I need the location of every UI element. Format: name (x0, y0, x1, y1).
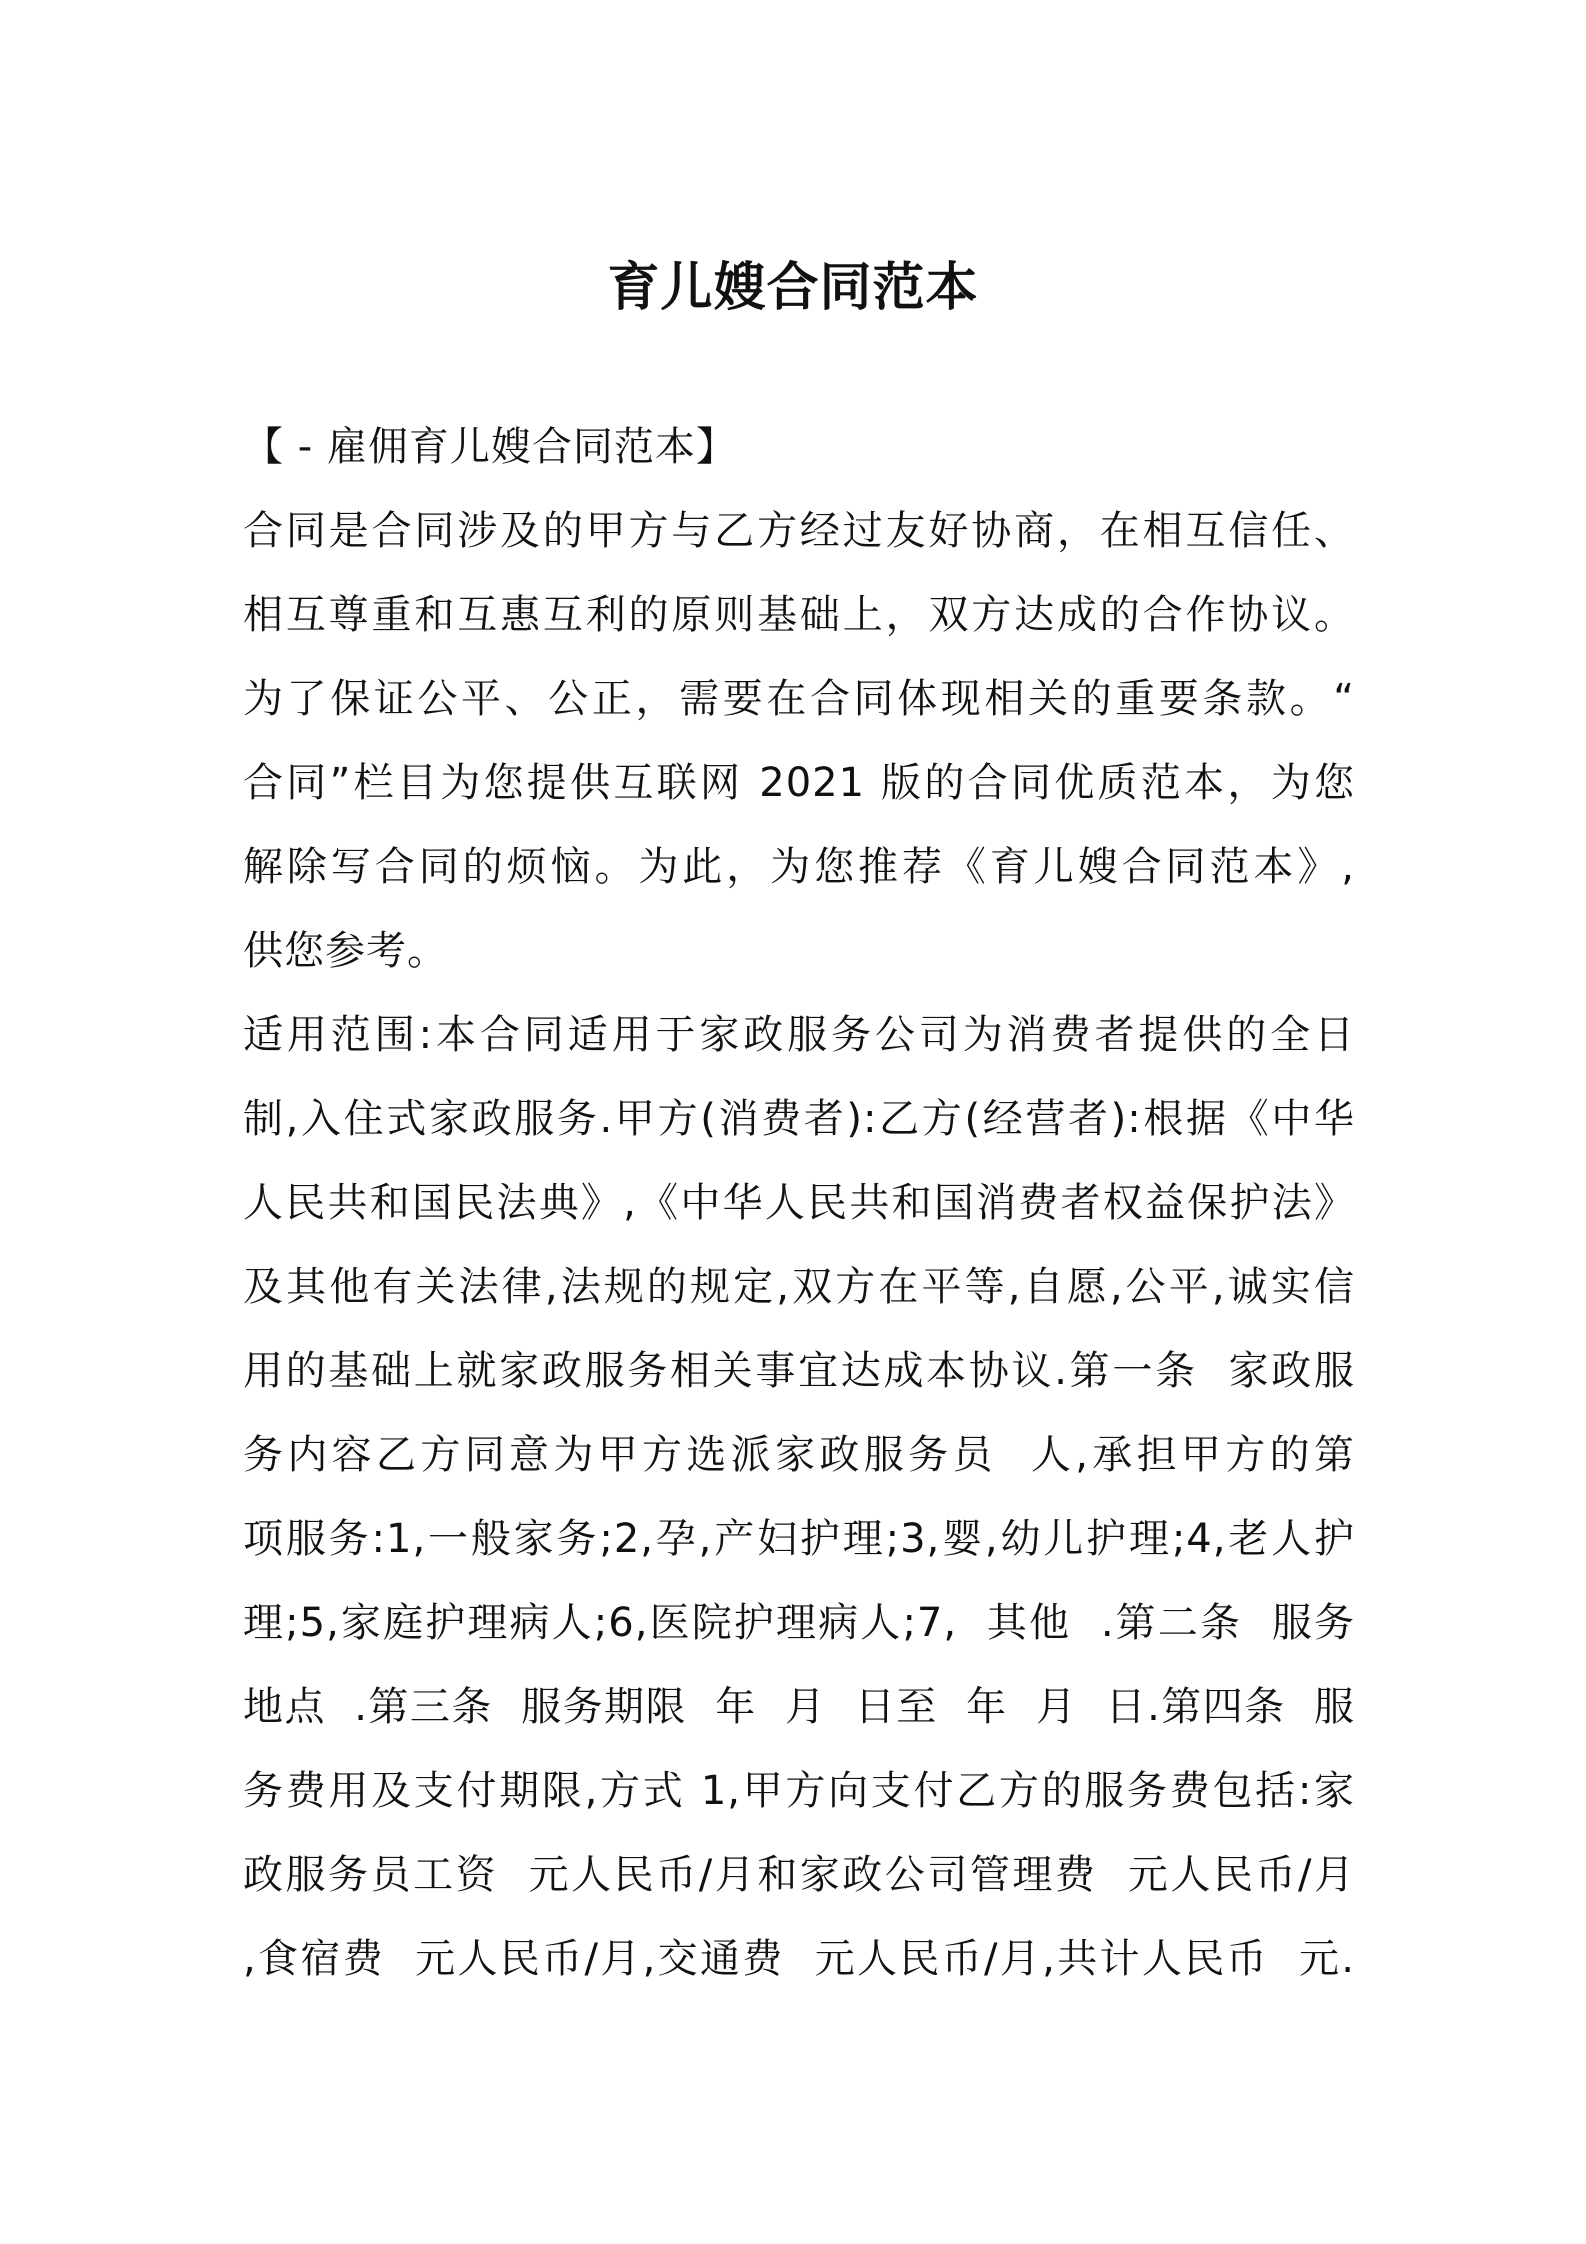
paragraph-line: 解除写合同的烦恼。为此，为您推荐《育儿嫂合同范本》, (243, 844, 1355, 890)
paragraph-line: 务费用及支付期限,方式 1,甲方向支付乙方的服务费包括:家 (243, 1768, 1355, 1814)
paragraph-line: 及其他有关法律,法规的规定,双方在平等,自愿,公平,诚实信 (243, 1264, 1355, 1310)
paragraph-line: 供您参考。 (243, 928, 448, 974)
paragraph-line: 制,入住式家政服务.甲方(消费者):乙方(经营者):根据《中华 (243, 1096, 1355, 1142)
document-title: 育儿嫂合同范本 (607, 258, 979, 318)
document-body (243, 405, 1355, 2001)
paragraph-line: 人民共和国民法典》,《中华人民共和国消费者权益保护法》 (243, 1180, 1355, 1226)
paragraph-line: 理;5,家庭护理病人;6,医院护理病人;7, 其他 .第二条 服务 (243, 1600, 1355, 1646)
paragraph-line: 为了保证公平、公正，需要在合同体现相关的重要条款。“ (243, 676, 1355, 722)
paragraph-line: 项服务:1,一般家务;2,孕,产妇护理;3,婴,幼儿护理;4,老人护 (243, 1516, 1355, 1562)
paragraph-line: 相互尊重和互惠互利的原则基础上，双方达成的合作协议。 (243, 592, 1355, 638)
paragraph-line: 用的基础上就家政服务相关事宜达成本协议.第一条 家政服 (243, 1348, 1355, 1394)
paragraph-line: ,食宿费 元人民币/月,交通费 元人民币/月,共计人民币 元. (243, 1936, 1355, 1982)
paragraph-line: 合同”栏目为您提供互联网 2021 版的合同优质范本，为您 (243, 760, 1355, 806)
paragraph-line: 地点 .第三条 服务期限 年 月 日至 年 月 日.第四条 服 (243, 1684, 1355, 1730)
paragraph-line: 务内容乙方同意为甲方选派家政服务员 人,承担甲方的第 (243, 1432, 1355, 1478)
paragraph-line: 合同是合同涉及的甲方与乙方经过友好协商，在相互信任、 (243, 508, 1355, 554)
section-heading: 【 - 雇佣育儿嫂合同范本】 (243, 424, 737, 470)
paragraph-line: 适用范围:本合同适用于家政服务公司为消费者提供的全日 (243, 1012, 1355, 1058)
paragraph-line: 政服务员工资 元人民币/月和家政公司管理费 元人民币/月 (243, 1852, 1355, 1898)
